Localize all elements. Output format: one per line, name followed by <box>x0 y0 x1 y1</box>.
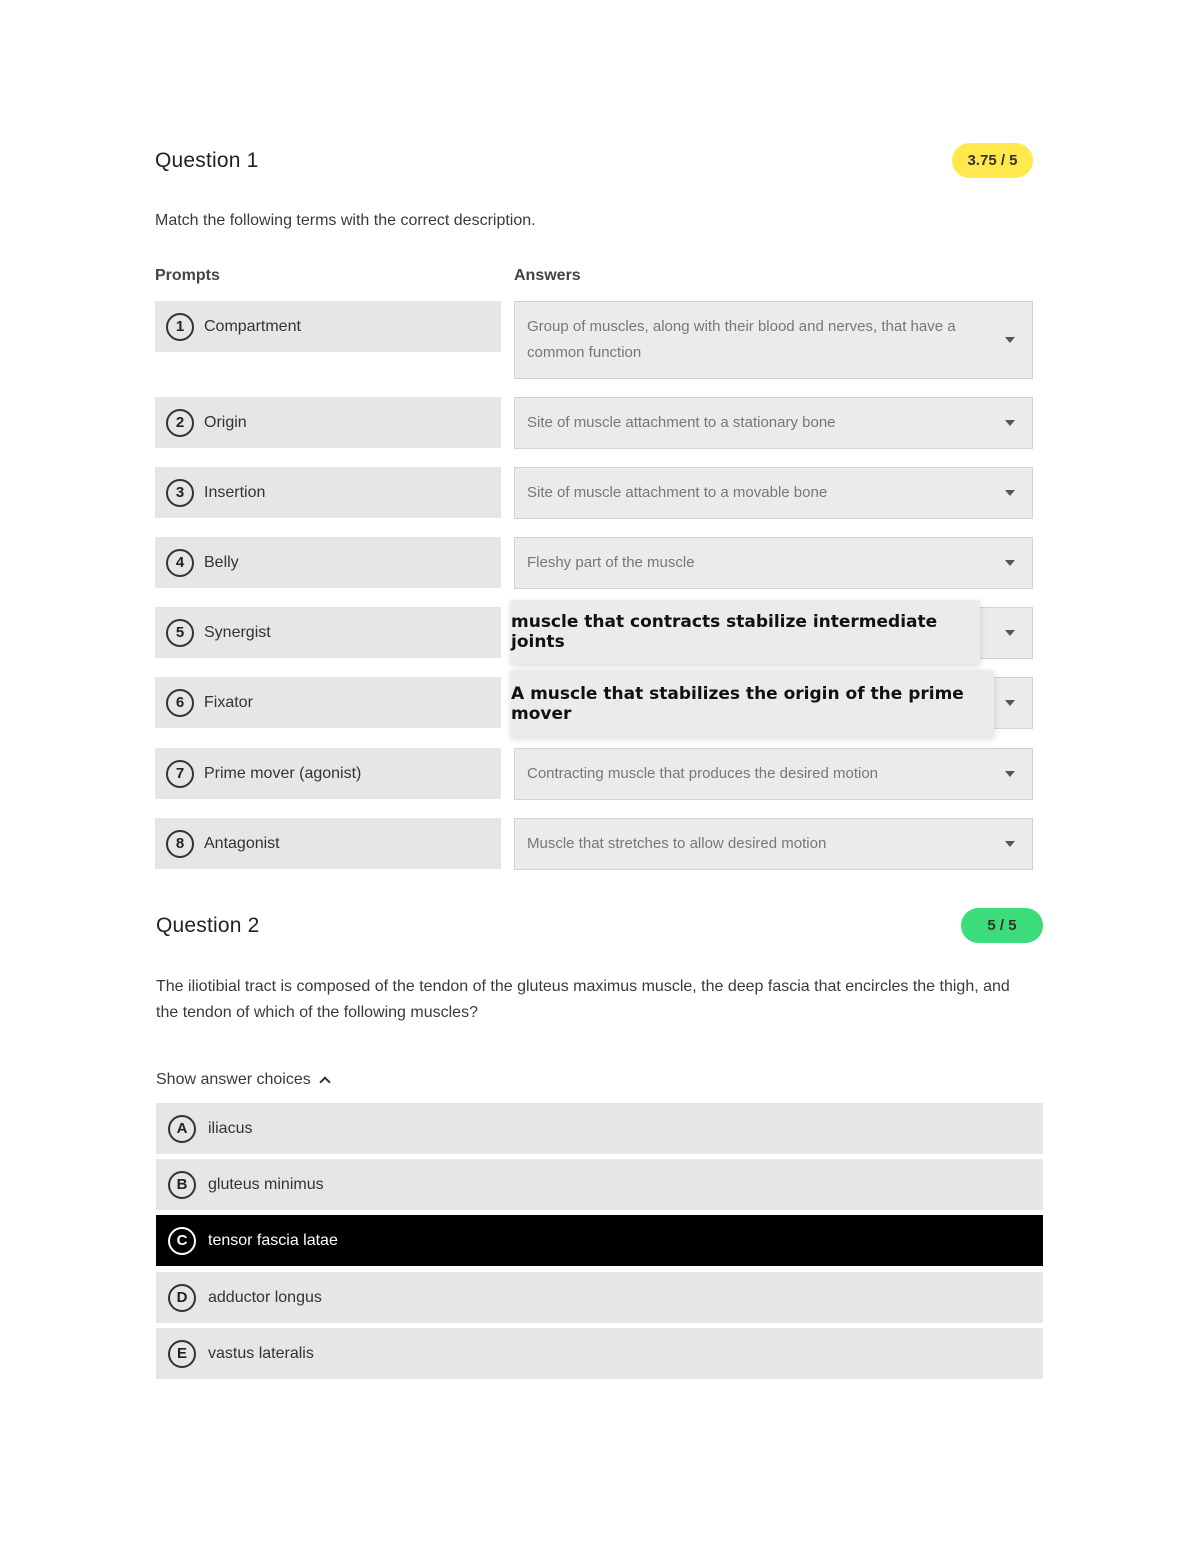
chevron-up-icon <box>319 1076 330 1087</box>
prompt-origin <box>155 397 501 448</box>
choice-c-selected[interactable] <box>156 1215 1043 1266</box>
caret-down-icon <box>1005 420 1015 426</box>
answer-value: Contracting muscle that produces the desired motion <box>527 765 879 782</box>
answer-value-popup-5[interactable]: muscle that contracts stabilize intermediate joints <box>511 600 980 664</box>
prompt-antagonist <box>155 818 501 869</box>
prompt-insertion <box>155 467 501 518</box>
prompt-belly <box>155 537 501 588</box>
answer-value: Site of muscle attachment to a movable bone <box>527 484 828 501</box>
choice-label: adductor longus <box>208 1288 322 1306</box>
caret-down-icon <box>1005 560 1015 566</box>
caret-down-icon <box>1005 490 1015 496</box>
prompt-prime-mover <box>155 748 501 799</box>
choice-letter-b: B <box>168 1171 196 1199</box>
show-answer-choices-toggle[interactable] <box>156 1071 329 1089</box>
question-2-header <box>156 908 1043 943</box>
show-answer-choices-label: Show answer choices <box>156 1071 311 1088</box>
caret-down-icon <box>1005 337 1015 343</box>
prompt-label: Origin <box>204 413 247 431</box>
answer-value-popup-6[interactable]: A muscle that stabilizes the origin of the prime mover <box>511 670 994 737</box>
answer-value: Site of muscle attachment to a stationary bone <box>527 414 836 431</box>
question-1-title: Question 1 <box>155 148 259 172</box>
choice-letter-e: E <box>168 1340 196 1368</box>
choice-letter-c: C <box>168 1227 196 1255</box>
answer-select-8[interactable] <box>514 818 1033 870</box>
choice-label: iliacus <box>208 1119 253 1137</box>
answer-select-7[interactable] <box>514 748 1033 800</box>
caret-down-icon <box>1005 630 1015 636</box>
prompt-label: Antagonist <box>204 834 280 852</box>
prompt-number-7: 7 <box>166 760 194 788</box>
prompt-label: Belly <box>204 553 239 571</box>
prompt-number-8: 8 <box>166 830 194 858</box>
caret-down-icon <box>1005 700 1015 706</box>
answer-select-2[interactable] <box>514 397 1033 449</box>
choice-d[interactable] <box>156 1272 1043 1323</box>
question-1-score-badge: 3.75 / 5 <box>952 143 1033 178</box>
prompt-fixator <box>155 677 501 728</box>
caret-down-icon <box>1005 841 1015 847</box>
prompt-number-2: 2 <box>166 409 194 437</box>
choice-letter-d: D <box>168 1284 196 1312</box>
choice-a[interactable] <box>156 1103 1043 1154</box>
prompt-synergist <box>155 607 501 658</box>
prompt-label: Insertion <box>204 483 266 501</box>
prompt-number-3: 3 <box>166 479 194 507</box>
choice-label: gluteus minimus <box>208 1175 324 1193</box>
answer-select-3[interactable] <box>514 467 1033 519</box>
question-1-instruction: Match the following terms with the correct description. <box>155 212 536 229</box>
answer-select-1[interactable] <box>514 301 1033 379</box>
prompt-number-5: 5 <box>166 619 194 647</box>
choice-e[interactable] <box>156 1328 1043 1379</box>
prompt-label: Compartment <box>204 317 301 335</box>
caret-down-icon <box>1005 771 1015 777</box>
prompt-number-4: 4 <box>166 549 194 577</box>
prompt-label: Fixator <box>204 693 253 711</box>
prompts-heading: Prompts <box>155 267 220 284</box>
question-1-header <box>155 143 1033 178</box>
question-2-text: The iliotibial tract is composed of the tendon of the gluteus maximus muscle, the deep fascia that encircles the thigh, and the tendon of which of the following muscles? <box>156 978 1010 1021</box>
answer-value: Fleshy part of the muscle <box>527 554 695 571</box>
answer-value: Group of muscles, along with their blood and nerves, that have a common function <box>527 318 956 361</box>
prompt-label: Synergist <box>204 623 271 641</box>
question-2-score-badge: 5 / 5 <box>961 908 1043 943</box>
prompt-compartment <box>155 301 501 352</box>
choice-label: vastus lateralis <box>208 1344 314 1362</box>
prompt-number-6: 6 <box>166 689 194 717</box>
choice-b[interactable] <box>156 1159 1043 1210</box>
answer-select-4[interactable] <box>514 537 1033 589</box>
prompt-label: Prime mover (agonist) <box>204 764 362 782</box>
answers-heading: Answers <box>514 267 581 284</box>
question-2-title: Question 2 <box>156 913 260 937</box>
choice-letter-a: A <box>168 1115 196 1143</box>
choice-label: tensor fascia latae <box>208 1231 338 1249</box>
prompt-number-1: 1 <box>166 313 194 341</box>
answer-value: Muscle that stretches to allow desired motion <box>527 835 827 852</box>
